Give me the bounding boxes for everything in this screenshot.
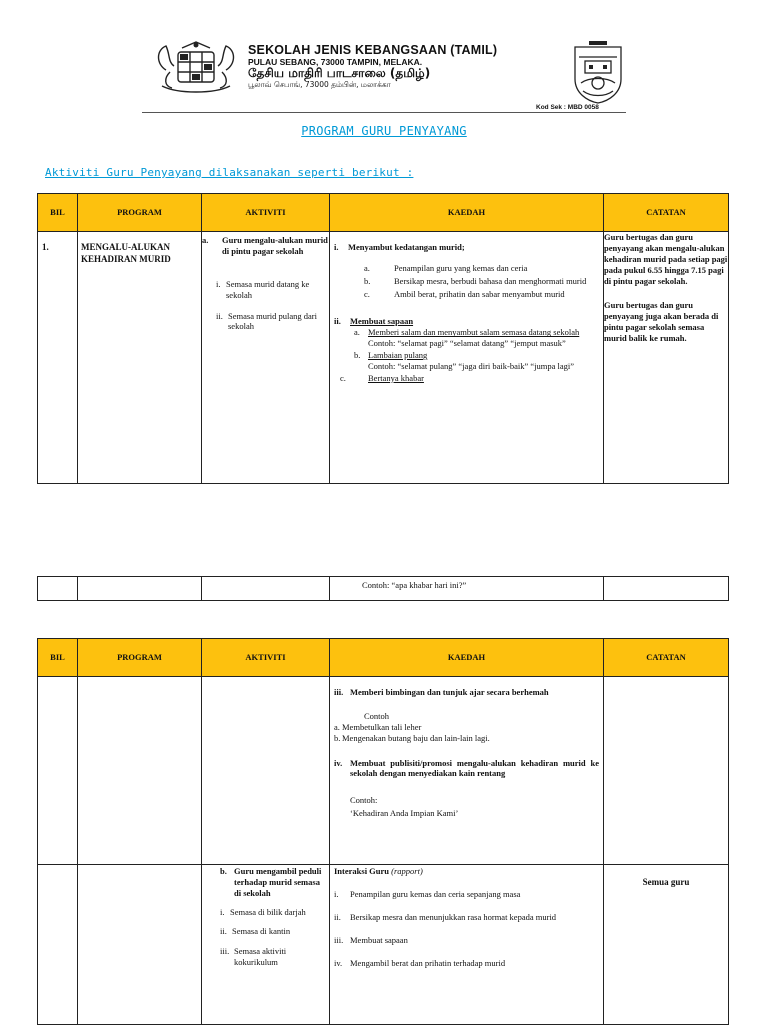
aktiviti-item: Semasa di bilik darjah <box>230 906 306 917</box>
aktiviti-cell <box>202 865 330 1025</box>
kaedah-item: Memberi salam dan menyambut salam semasa datang sekolah <box>368 327 580 338</box>
kaedah-cell <box>330 677 604 865</box>
header-bil: BIL <box>38 639 78 677</box>
school-code: Kod Sek : MBD 0058 <box>536 104 599 111</box>
kaedah-marker: iii. <box>334 687 344 697</box>
header-aktiviti: AKTIVITI <box>202 639 330 677</box>
kaedah-title-note: (rapport) <box>391 866 423 876</box>
aktiviti-item-marker: i. <box>216 278 221 289</box>
row-number: 1. <box>38 232 78 484</box>
header-catatan: CATATAN <box>604 639 729 677</box>
kaedah-item: Bersikap mesra dan menunjukkan rasa hormat kepada murid <box>350 911 557 922</box>
kaedah-contoh: Contoh: “selamat pulang” “jaga diri baik-baik” “jumpa lagi” <box>368 361 575 371</box>
kaedah-item-marker: i. <box>334 888 339 899</box>
catatan-cell <box>604 232 729 484</box>
jata-negara-logo <box>152 40 240 98</box>
school-name: SEKOLAH JENIS KEBANGSAAN (TAMIL) <box>248 43 498 57</box>
program-name: MENGALU-ALUKAN KEHADIRAN MURID <box>78 232 202 484</box>
aktiviti-marker: a. <box>202 235 209 245</box>
aktiviti-item: Semasa murid datang ke sekolah <box>226 278 310 300</box>
header-divider <box>142 112 626 113</box>
kaedah-item: Bertanya khabar <box>368 372 424 383</box>
kaedah-item: Bersikap mesra, berbudi bahasa dan menghormati murid <box>394 275 587 286</box>
aktiviti-item: Semasa di kantin <box>232 925 291 936</box>
header-catatan: CATATAN <box>604 194 729 232</box>
kaedah-item: Ambil berat, prihatin dan sabar menyambut murid <box>394 288 565 299</box>
contoh-label: Contoh <box>364 710 390 721</box>
catatan-note: Guru bertugas dan guru penyayang juga akan berada di pintu pagar sekolah semasa murid balik ke rumah. <box>604 300 719 343</box>
header-kaedah: KAEDAH <box>330 639 604 677</box>
empty-cell <box>78 677 202 865</box>
school-name-tamil: தேசிய மாதிரி பாடசாலை (தமிழ்) <box>248 66 431 80</box>
header-kaedah: KAEDAH <box>330 194 604 232</box>
contoh-marker: b. <box>334 732 341 743</box>
kaedah-marker: i. <box>334 242 339 252</box>
aktiviti-item-marker: ii. <box>216 310 223 321</box>
kaedah-item-marker: ii. <box>334 911 341 922</box>
aktiviti-item-marker: ii. <box>220 925 227 936</box>
school-address-tamil: பூலாவ் செபாங், 73000 தம்பின், மலாக்கா <box>248 80 391 89</box>
kaedah-contoh: Contoh: “selamat pagi” “selamat datang” “jemput masuk” <box>368 338 566 349</box>
kaedah-item: Membuat sapaan <box>350 934 408 945</box>
program-table-continuation <box>37 576 729 601</box>
empty-cell <box>38 677 78 865</box>
aktiviti-item-marker: i. <box>220 906 225 917</box>
aktiviti-title: Guru mengambil peduli terhadap murid semasa di sekolah <box>234 866 322 898</box>
header-program: PROGRAM <box>78 639 202 677</box>
kaedah-marker: iv. <box>334 757 343 768</box>
catatan-note: Semua guru <box>604 865 729 1025</box>
kaedah-cell <box>330 232 604 484</box>
aktiviti-cell <box>202 232 330 484</box>
kaedah-item-marker: iii. <box>334 934 344 945</box>
intro-text: Aktiviti Guru Penyayang dilaksanakan seperti berikut : <box>45 166 414 179</box>
kaedah-item-marker: b. <box>364 275 371 286</box>
empty-cell <box>202 677 330 865</box>
catatan-note: Guru bertugas dan guru penyayang akan mengalu-alukan kehadiran murid pada setiap pagi pada pukul 6.55 hingga 7.15 pagi di pintu pagar sekolah. <box>604 232 728 286</box>
aktiviti-item-marker: iii. <box>220 946 230 957</box>
kaedah-item: Mengambil berat dan prihatin terhadap murid <box>350 957 506 968</box>
kaedah-contoh: Contoh: “apa khabar hari ini?” <box>330 577 604 601</box>
aktiviti-item: Semasa aktiviti kokurikulum <box>234 946 287 968</box>
header-bil: BIL <box>38 194 78 232</box>
kaedah-marker: ii. <box>334 315 341 326</box>
school-crest-logo <box>569 39 627 105</box>
empty-cell <box>38 865 78 1025</box>
kaedah-item-marker: a. <box>364 262 370 273</box>
program-table-1 <box>37 193 729 484</box>
empty-cell <box>604 577 729 601</box>
aktiviti-item: Semasa murid pulang dari sekolah <box>228 310 317 332</box>
kaedah-item-marker: iv. <box>334 957 343 968</box>
kaedah-section-title: Menyambut kedatangan murid; <box>348 242 465 252</box>
contoh-item: ‘Kehadiran Anda Impian Kami’ <box>350 808 459 819</box>
kaedah-section-title: Membuat publisiti/promosi mengalu-alukan kehadiran murid ke sekolah dengan menyediakan kain rentang <box>350 757 599 779</box>
kaedah-section-title: Memberi bimbingan dan tunjuk ajar secara berhemah <box>350 687 549 697</box>
kaedah-section-title: Interaksi Guru <box>334 866 390 876</box>
empty-cell <box>78 577 202 601</box>
header-aktiviti: AKTIVITI <box>202 194 330 232</box>
contoh-item: Mengenakan butang baju dan lain-lain lagi. <box>342 732 490 743</box>
page-title: PROGRAM GURU PENYAYANG <box>301 124 467 138</box>
aktiviti-marker: b. <box>220 866 227 876</box>
header-program: PROGRAM <box>78 194 202 232</box>
kaedah-item: Lambaian pulang <box>368 350 428 361</box>
kaedah-item-marker: c. <box>340 372 346 383</box>
contoh-label: Contoh: <box>350 795 378 806</box>
empty-cell <box>202 577 330 601</box>
empty-cell <box>38 577 78 601</box>
empty-cell <box>78 865 202 1025</box>
school-address: PULAU SEBANG, 73000 TAMPIN, MELAKA. <box>248 57 423 67</box>
kaedah-item-marker: a. <box>354 327 360 338</box>
kaedah-cell <box>330 865 604 1025</box>
kaedah-item-marker: c. <box>364 288 370 299</box>
kaedah-item: Penampilan guru yang kemas dan ceria <box>394 262 528 273</box>
contoh-marker: a. <box>334 721 340 732</box>
kaedah-item: Penampilan guru kemas dan ceria sepanjang masa <box>350 888 521 899</box>
aktiviti-title: Guru mengalu-alukan murid di pintu pagar sekolah <box>222 235 328 256</box>
program-table-2 <box>37 638 729 1025</box>
empty-cell <box>604 677 729 865</box>
contoh-item: Membetulkan tali leher <box>342 721 422 732</box>
kaedah-item-marker: b. <box>354 350 361 361</box>
kaedah-section-title: Membuat sapaan <box>350 315 414 326</box>
